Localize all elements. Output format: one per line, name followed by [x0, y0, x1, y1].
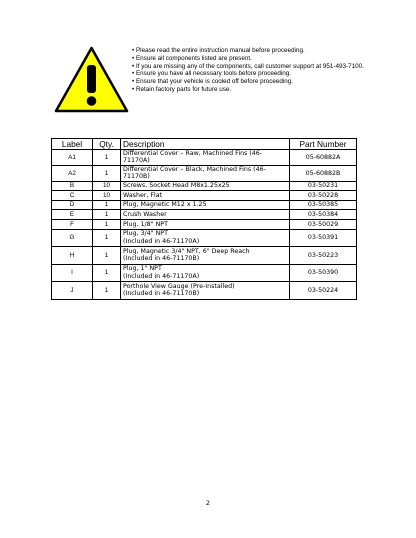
- warning-note: • If you are missing any of the components, call customer support at 951-493-7100.: [132, 63, 402, 71]
- description-note: (Included in 46-71170B): [123, 255, 200, 263]
- row-qty: 1: [93, 264, 121, 282]
- table-row: [52, 165, 357, 181]
- row-part-number: 03-50385: [290, 200, 357, 210]
- table-row: [52, 282, 357, 300]
- warning-note: • Ensure that your vehicle is cooled off before proceeding.: [132, 78, 402, 86]
- row-part-number: 05-60882A: [290, 150, 357, 166]
- description-note: (Included in 46-71170B): [123, 290, 200, 298]
- description-line: Differential Cover – Black, Machined Fins (46-71170B): [123, 165, 266, 181]
- warning-note: • Retain factory parts for future use.: [132, 86, 402, 94]
- description-line: Porthole View Gauge (Pre-Installed): [123, 282, 235, 290]
- row-label: D: [52, 200, 93, 210]
- row-description: [121, 150, 290, 166]
- warning-triangle-icon: [54, 46, 129, 113]
- description-line: Screws, Socket Head M8x1.25x25: [123, 182, 230, 190]
- table-header-row: [52, 139, 357, 150]
- row-qty: 1: [93, 247, 121, 265]
- description-line: Washer, Flat: [123, 191, 163, 199]
- description-line: Plug, Magnetic 3/4" NPT, 6" Deep Reach: [123, 247, 250, 255]
- table-row: [52, 220, 357, 230]
- row-qty: 1: [93, 229, 121, 247]
- row-part-number: 03-50391: [290, 229, 357, 247]
- row-label: G: [52, 229, 93, 247]
- row-description: [121, 191, 290, 201]
- row-part-number: 05-60882B: [290, 165, 357, 181]
- header-label: Label: [52, 139, 93, 150]
- table-row: [52, 229, 357, 247]
- row-qty: 10: [93, 181, 121, 191]
- header-qty: Qty.: [93, 139, 121, 150]
- row-description: [121, 200, 290, 210]
- description-line: Crush Washer: [123, 211, 167, 218]
- row-description: [121, 264, 290, 282]
- warning-notes: [132, 47, 402, 94]
- row-qty: 1: [93, 282, 121, 300]
- row-label: A2: [52, 165, 93, 181]
- header-part-number: Part Number: [290, 139, 357, 150]
- description-note: (Included in 46-71170A): [123, 237, 200, 245]
- warning-note: • Ensure all components listed are present.: [132, 55, 402, 63]
- row-label: A1: [52, 150, 93, 166]
- table-row: [52, 264, 357, 282]
- row-qty: 1: [93, 165, 121, 181]
- warning-note: • Please read the entire instruction manual before proceeding.: [132, 47, 402, 55]
- description-line: Plug, 1" NPT: [123, 265, 162, 273]
- row-part-number: 03-50384: [290, 210, 357, 220]
- row-label: F: [52, 220, 93, 230]
- table-row: [52, 210, 357, 220]
- page-number: 2: [205, 499, 211, 507]
- row-description: [121, 220, 290, 230]
- row-label: J: [52, 282, 93, 300]
- row-description: [121, 181, 290, 191]
- row-label: B: [52, 181, 93, 191]
- table-row: [52, 191, 357, 201]
- row-qty: 1: [93, 150, 121, 166]
- row-part-number: 03-50231: [290, 181, 357, 191]
- row-label: C: [52, 191, 93, 201]
- warning-note: • Ensure you have all necessary tools before proceeding.: [132, 70, 402, 78]
- table-row: [52, 181, 357, 191]
- table-row: [52, 150, 357, 166]
- description-note: (Included in 46-71170A): [123, 272, 200, 280]
- description-line: Plug, Magnetic M12 x 1.25: [123, 201, 207, 209]
- parts-table: [51, 138, 357, 300]
- description-line: Differential Cover – Raw, Machined Fins (46-71170A): [123, 150, 263, 165]
- row-part-number: 03-50224: [290, 282, 357, 300]
- row-qty: 1: [93, 210, 121, 220]
- row-qty: 1: [93, 200, 121, 210]
- row-label: I: [52, 264, 93, 282]
- row-label: H: [52, 247, 93, 265]
- row-part-number: 03-50223: [290, 247, 357, 265]
- table-row: [52, 247, 357, 265]
- row-description: [121, 229, 290, 247]
- row-part-number: 03-50390: [290, 264, 357, 282]
- table-row: [52, 200, 357, 210]
- header-description: Description: [121, 139, 290, 150]
- row-description: [121, 210, 290, 220]
- description-line: Plug, 1/8" NPT: [123, 220, 168, 228]
- row-part-number: 03-50029: [290, 220, 357, 230]
- row-qty: 10: [93, 191, 121, 201]
- row-part-number: 03-50228: [290, 191, 357, 201]
- row-label: E: [52, 210, 93, 220]
- row-qty: 1: [93, 220, 121, 230]
- row-description: [121, 165, 290, 181]
- description-line: Plug, 3/4" NPT: [123, 230, 168, 238]
- row-description: [121, 247, 290, 265]
- row-description: [121, 282, 290, 300]
